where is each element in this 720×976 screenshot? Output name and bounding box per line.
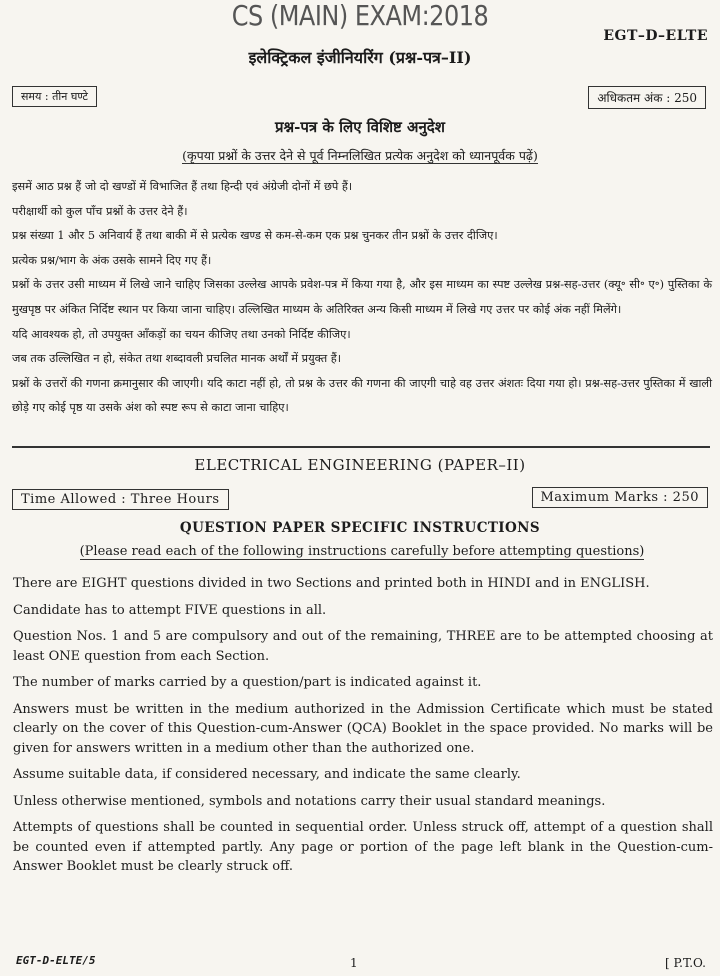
page-number: 1 <box>350 956 358 970</box>
english-subheading-text: (Please read each of the following instructions carefully before attempting questions) <box>79 544 645 559</box>
hindi-paper-title: इलेक्ट्रिकल इंजीनियरिंग (प्रश्न-पत्र–II) <box>248 48 472 67</box>
hindi-instruction: प्रश्नों के उत्तर उसी माध्यम में लिखे जाने चाहिए जिसका उल्लेख आपके प्रवेश-पत्र में किया गया है, और इस माध्यम का स्पष्ट उल्लेख प्रश्न-सह-उत्तर (क्यू॰ सी॰ ए॰) पुस्तिका के मुखपृष्ठ पर अंकित निर्दिष्ट स्थान पर किया जाना चाहिए। उल्लिखित माध्यम के अतिरिक्त अन्य किसी माध्यम में लिखे गए उत्तर पर कोई अंक नहीं मिलेंगे। <box>12 278 712 316</box>
exam-title <box>0 0 720 33</box>
please-turn-over: [ P.T.O. <box>665 956 706 970</box>
hindi-instruction: प्रत्येक प्रश्न/भाग के अंक उसके सामने दिए गए हैं। <box>12 253 212 267</box>
exam-title-text: CS (MAIN) EXAM:2018 <box>231 0 489 33</box>
hindi-subheading-text: (कृपया प्रश्नों के उत्तर देने से पूर्व निम्नलिखित प्रत्येक अनुदेश को ध्यानपूर्वक पढ़ें) <box>182 148 538 163</box>
hindi-instructions-heading: प्रश्न-पत्र के लिए विशिष्ट अनुदेश <box>275 118 445 136</box>
english-max-marks-box: Maximum Marks : 250 <box>532 487 709 508</box>
english-instructions-subheading <box>35 544 689 559</box>
hindi-instruction: यदि आवश्यक हो, तो उपयुक्त आँकड़ों का चयन कीजिए तथा उनको निर्दिष्ट कीजिए। <box>12 327 351 341</box>
english-instruction: Assume suitable data, if considered necessary, and indicate the same clearly. <box>13 767 521 782</box>
hindi-instruction: परीक्षार्थी को कुल पाँच प्रश्नों के उत्तर देने हैं। <box>12 204 188 218</box>
english-instruction: Question Nos. 1 and 5 are compulsory and out of the remaining, THREE are to be attempted choosing at least ONE question from each Section. <box>13 629 713 664</box>
english-instructions-heading: QUESTION PAPER SPECIFIC INSTRUCTIONS <box>179 520 541 536</box>
english-instruction: Answers must be written in the medium authorized in the Admission Certificate which must be stated clearly on the cover of this Question-cum-Answer (QCA) Booklet in the space provided. No marks will be given for answers written in a medium other than the authorized one. <box>13 701 713 756</box>
english-instruction: Unless otherwise mentioned, symbols and notations carry their usual standard meanings. <box>13 793 606 809</box>
english-instruction: Candidate has to attempt FIVE questions in all. <box>13 602 327 618</box>
paper-code: EGT–D–ELTE <box>603 28 708 44</box>
english-instructions <box>13 574 713 884</box>
hindi-max-marks-box: अधिकतम अंक : 250 <box>588 86 706 109</box>
footer-paper-code: EGT-D-ELTE/5 <box>16 954 96 967</box>
hindi-instructions-subheading <box>0 147 720 164</box>
english-instruction: Attempts of questions shall be counted in sequential order. Unless struck off, attempt of a question shall be counted even if attempted partly. Any page or portion of the page left blank in the Question-cum-Answer Booklet must be clearly struck off. <box>13 820 713 874</box>
section-divider <box>12 446 710 448</box>
hindi-time-box: समय : तीन घण्टे <box>12 86 97 107</box>
hindi-instructions <box>12 175 712 421</box>
english-time-box: Time Allowed : Three Hours <box>12 489 229 510</box>
english-paper-title: ELECTRICAL ENGINEERING (PAPER–II) <box>194 456 526 474</box>
english-instruction: The number of marks carried by a question/part is indicated against it. <box>13 675 482 690</box>
hindi-instruction: जब तक उल्लिखित न हो, संकेत तथा शब्दावली प्रचलित मानक अर्थों में प्रयुक्त हैं। <box>12 352 342 366</box>
english-instruction: There are EIGHT questions divided in two Sections and printed both in HINDI and in ENGLISH. <box>13 576 650 591</box>
hindi-instruction: प्रश्न संख्या 1 और 5 अनिवार्य हैं तथा बाकी में से प्रत्येक खण्ड से कम-से-कम एक प्रश्न चुनकर तीन प्रश्नों के उत्तर दीजिए। <box>12 229 498 243</box>
hindi-instruction: इसमें आठ प्रश्न हैं जो दो खण्डों में विभाजित हैं तथा हिन्दी एवं अंग्रेजी दोनों में छपे हैं। <box>12 180 353 193</box>
hindi-instruction: प्रश्नों के उत्तरों की गणना क्रमानुसार की जाएगी। यदि काटा नहीं हो, तो प्रश्न के उत्तर की गणना की जाएगी चाहे वह उत्तर अंशतः दिया गया हो। प्रश्न-सह-उत्तर पुस्तिका में खाली छोड़े गए कोई पृष्ठ या उसके अंश को स्पष्ट रूप से काटा जाना चाहिए। <box>12 376 712 415</box>
